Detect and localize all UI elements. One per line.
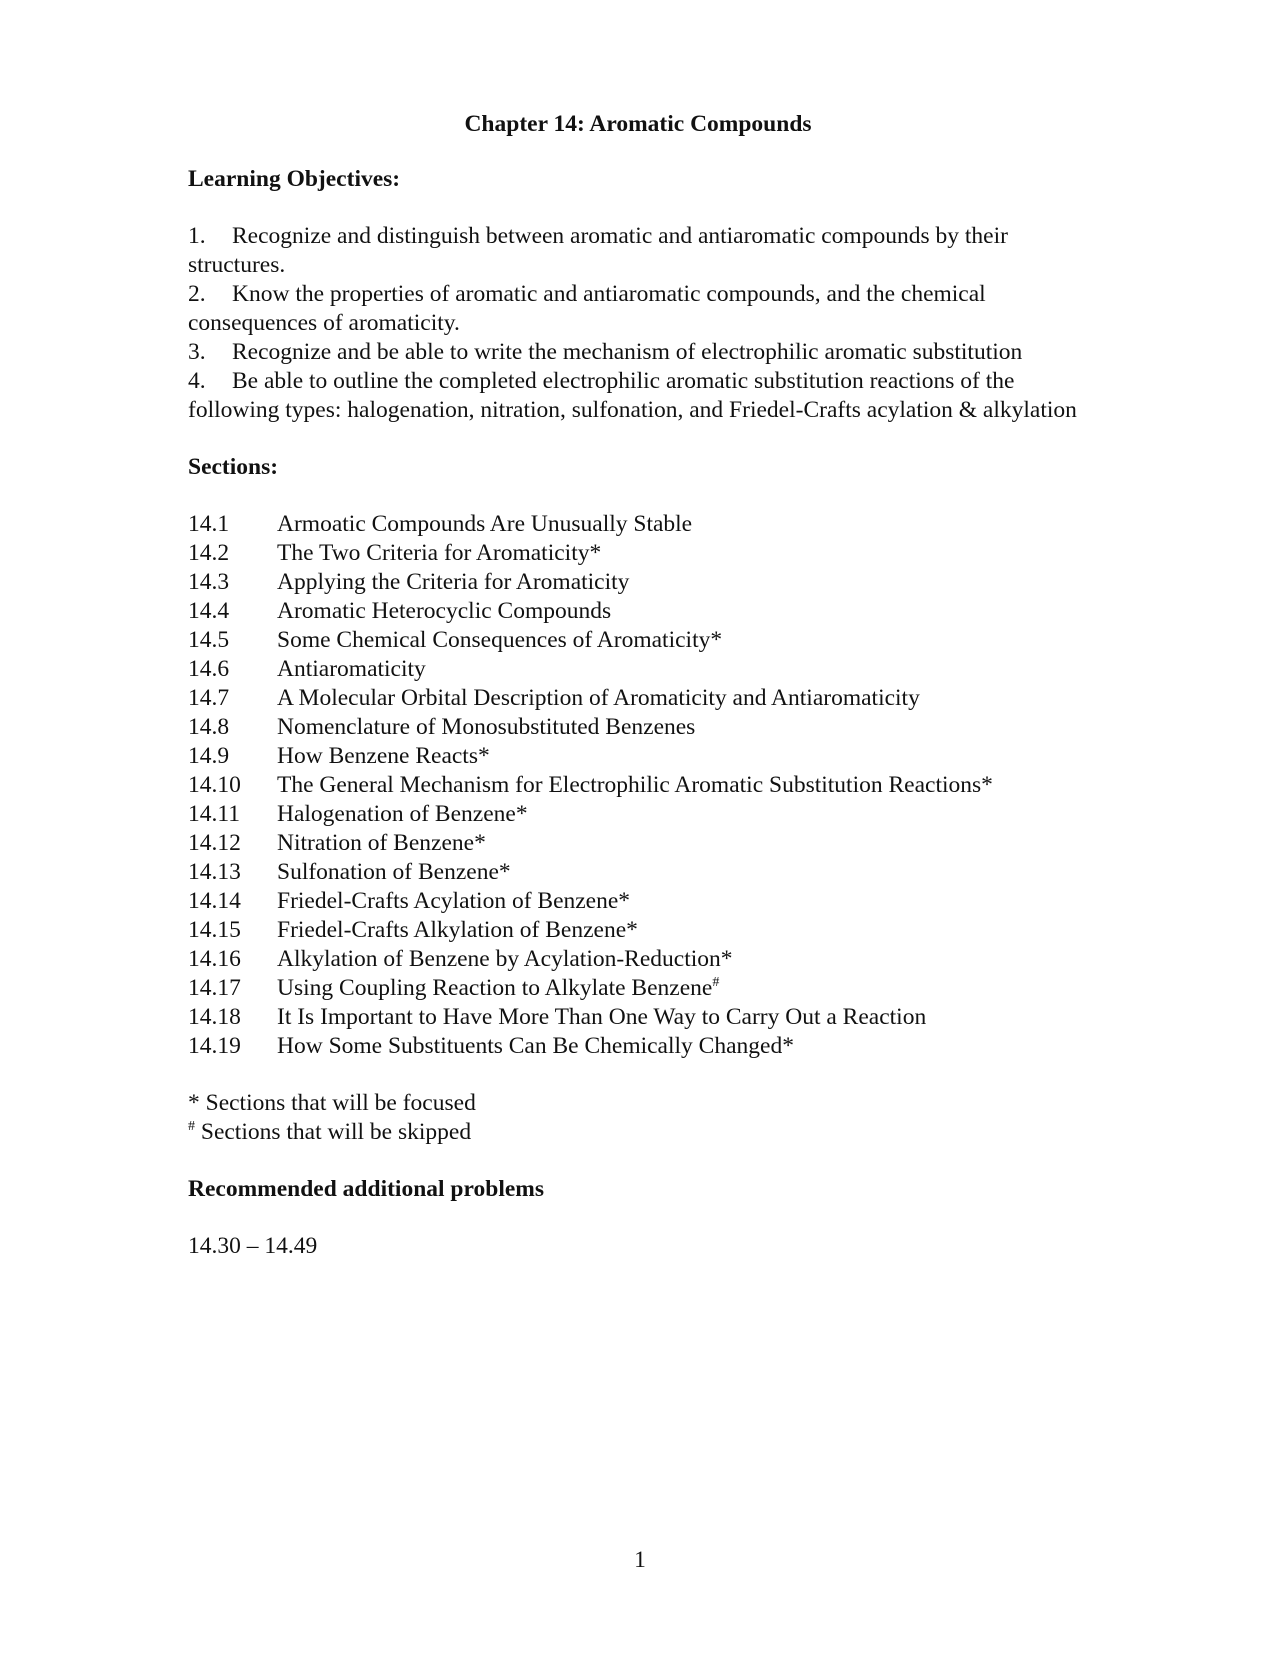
sections-list — [188, 510, 1108, 1061]
section-row — [188, 829, 1108, 858]
section-row — [188, 887, 1108, 916]
note-mark: # — [188, 1119, 195, 1135]
objectives-heading: Learning Objectives: — [188, 166, 401, 192]
section-number: 14.4 — [188, 598, 230, 624]
section-row — [188, 713, 1108, 742]
note-text: * Sections that will be focused — [188, 1090, 476, 1116]
objective-text: Know the properties of aromatic and antiaromatic compounds, and the chemical consequences of aromaticity. — [188, 281, 986, 336]
section-number: 14.18 — [188, 1004, 241, 1030]
objective-item — [188, 367, 1108, 425]
note-text: Sections that will be skipped — [195, 1119, 472, 1145]
section-row — [188, 974, 1108, 1003]
section-row — [188, 568, 1108, 597]
section-title: Halogenation of Benzene* — [277, 801, 528, 827]
section-title: A Molecular Orbital Description of Aromaticity and Antiaromaticity — [277, 685, 920, 711]
section-row — [188, 655, 1108, 684]
section-title: The Two Criteria for Aromaticity* — [277, 540, 602, 566]
section-row — [188, 742, 1108, 771]
section-title: Friedel-Crafts Alkylation of Benzene* — [277, 917, 638, 943]
section-title: Armoatic Compounds Are Unusually Stable — [277, 511, 693, 537]
section-title: Using Coupling Reaction to Alkylate Benzene# — [277, 975, 720, 1001]
section-row — [188, 771, 1108, 800]
section-title: Applying the Criteria for Aromaticity — [277, 569, 630, 595]
section-number: 14.19 — [188, 1033, 241, 1059]
objective-number: 4. — [188, 368, 206, 394]
section-title: The General Mechanism for Electrophilic Aromatic Substitution Reactions* — [277, 772, 993, 798]
section-number: 14.12 — [188, 830, 241, 856]
section-title: How Some Substituents Can Be Chemically Changed* — [277, 1033, 794, 1059]
objective-number: 3. — [188, 339, 206, 365]
section-row — [188, 916, 1108, 945]
objectives-list — [188, 222, 1108, 425]
objective-text: Recognize and distinguish between aromatic and antiaromatic compounds by their structures. — [188, 223, 1008, 278]
section-number: 14.5 — [188, 627, 230, 653]
section-number: 14.11 — [188, 801, 241, 827]
objective-item — [188, 338, 1108, 367]
sections-heading: Sections: — [188, 454, 279, 480]
chapter-title: Chapter 14: Aromatic Compounds — [464, 111, 812, 137]
section-row — [188, 945, 1108, 974]
section-number: 14.14 — [188, 888, 241, 914]
section-number: 14.15 — [188, 917, 241, 943]
section-number: 14.2 — [188, 540, 230, 566]
problems-heading: Recommended additional problems — [188, 1176, 544, 1202]
page-number: 1 — [634, 1547, 646, 1573]
section-number: 14.9 — [188, 743, 230, 769]
section-number: 14.16 — [188, 946, 241, 972]
objective-item — [188, 280, 1108, 338]
section-title: Sulfonation of Benzene* — [277, 859, 511, 885]
document-page — [188, 110, 1108, 1261]
section-number: 14.13 — [188, 859, 241, 885]
section-number: 14.8 — [188, 714, 230, 740]
section-title: It Is Important to Have More Than One Way to Carry Out a Reaction — [277, 1004, 927, 1030]
section-number: 14.3 — [188, 569, 230, 595]
section-row — [188, 1003, 1108, 1032]
objective-number: 2. — [188, 281, 206, 307]
section-title: How Benzene Reacts* — [277, 743, 490, 769]
section-row — [188, 858, 1108, 887]
objective-item — [188, 222, 1108, 280]
note-skipped — [188, 1118, 1108, 1147]
note-focused — [188, 1089, 1108, 1118]
section-row — [188, 597, 1108, 626]
section-number: 14.10 — [188, 772, 241, 798]
section-title: Nomenclature of Monosubstituted Benzenes — [277, 714, 696, 740]
objective-number: 1. — [188, 223, 206, 249]
section-number: 14.17 — [188, 975, 241, 1001]
section-row — [188, 800, 1108, 829]
section-row — [188, 510, 1108, 539]
section-number: 14.1 — [188, 511, 230, 537]
section-mark: # — [712, 975, 720, 991]
section-title: Antiaromaticity — [277, 656, 426, 682]
section-row — [188, 539, 1108, 568]
problems-range: 14.30 – 14.49 — [188, 1233, 318, 1259]
section-row — [188, 626, 1108, 655]
section-title: Aromatic Heterocyclic Compounds — [277, 598, 612, 624]
section-title: Alkylation of Benzene by Acylation-Reduction* — [277, 946, 733, 972]
section-number: 14.6 — [188, 656, 230, 682]
section-title: Some Chemical Consequences of Aromaticity* — [277, 627, 723, 653]
section-row — [188, 1032, 1108, 1061]
section-title: Nitration of Benzene* — [277, 830, 486, 856]
section-title: Friedel-Crafts Acylation of Benzene* — [277, 888, 631, 914]
section-row — [188, 684, 1108, 713]
objective-text: Recognize and be able to write the mechanism of electrophilic aromatic substitution — [232, 339, 1023, 365]
section-number: 14.7 — [188, 685, 230, 711]
legend-notes — [188, 1089, 1108, 1147]
objective-text: Be able to outline the completed electrophilic aromatic substitution reactions of the following types: halogenation, nitration, sulfonation, and Friedel-Crafts acylation & alkylation — [188, 368, 1077, 423]
